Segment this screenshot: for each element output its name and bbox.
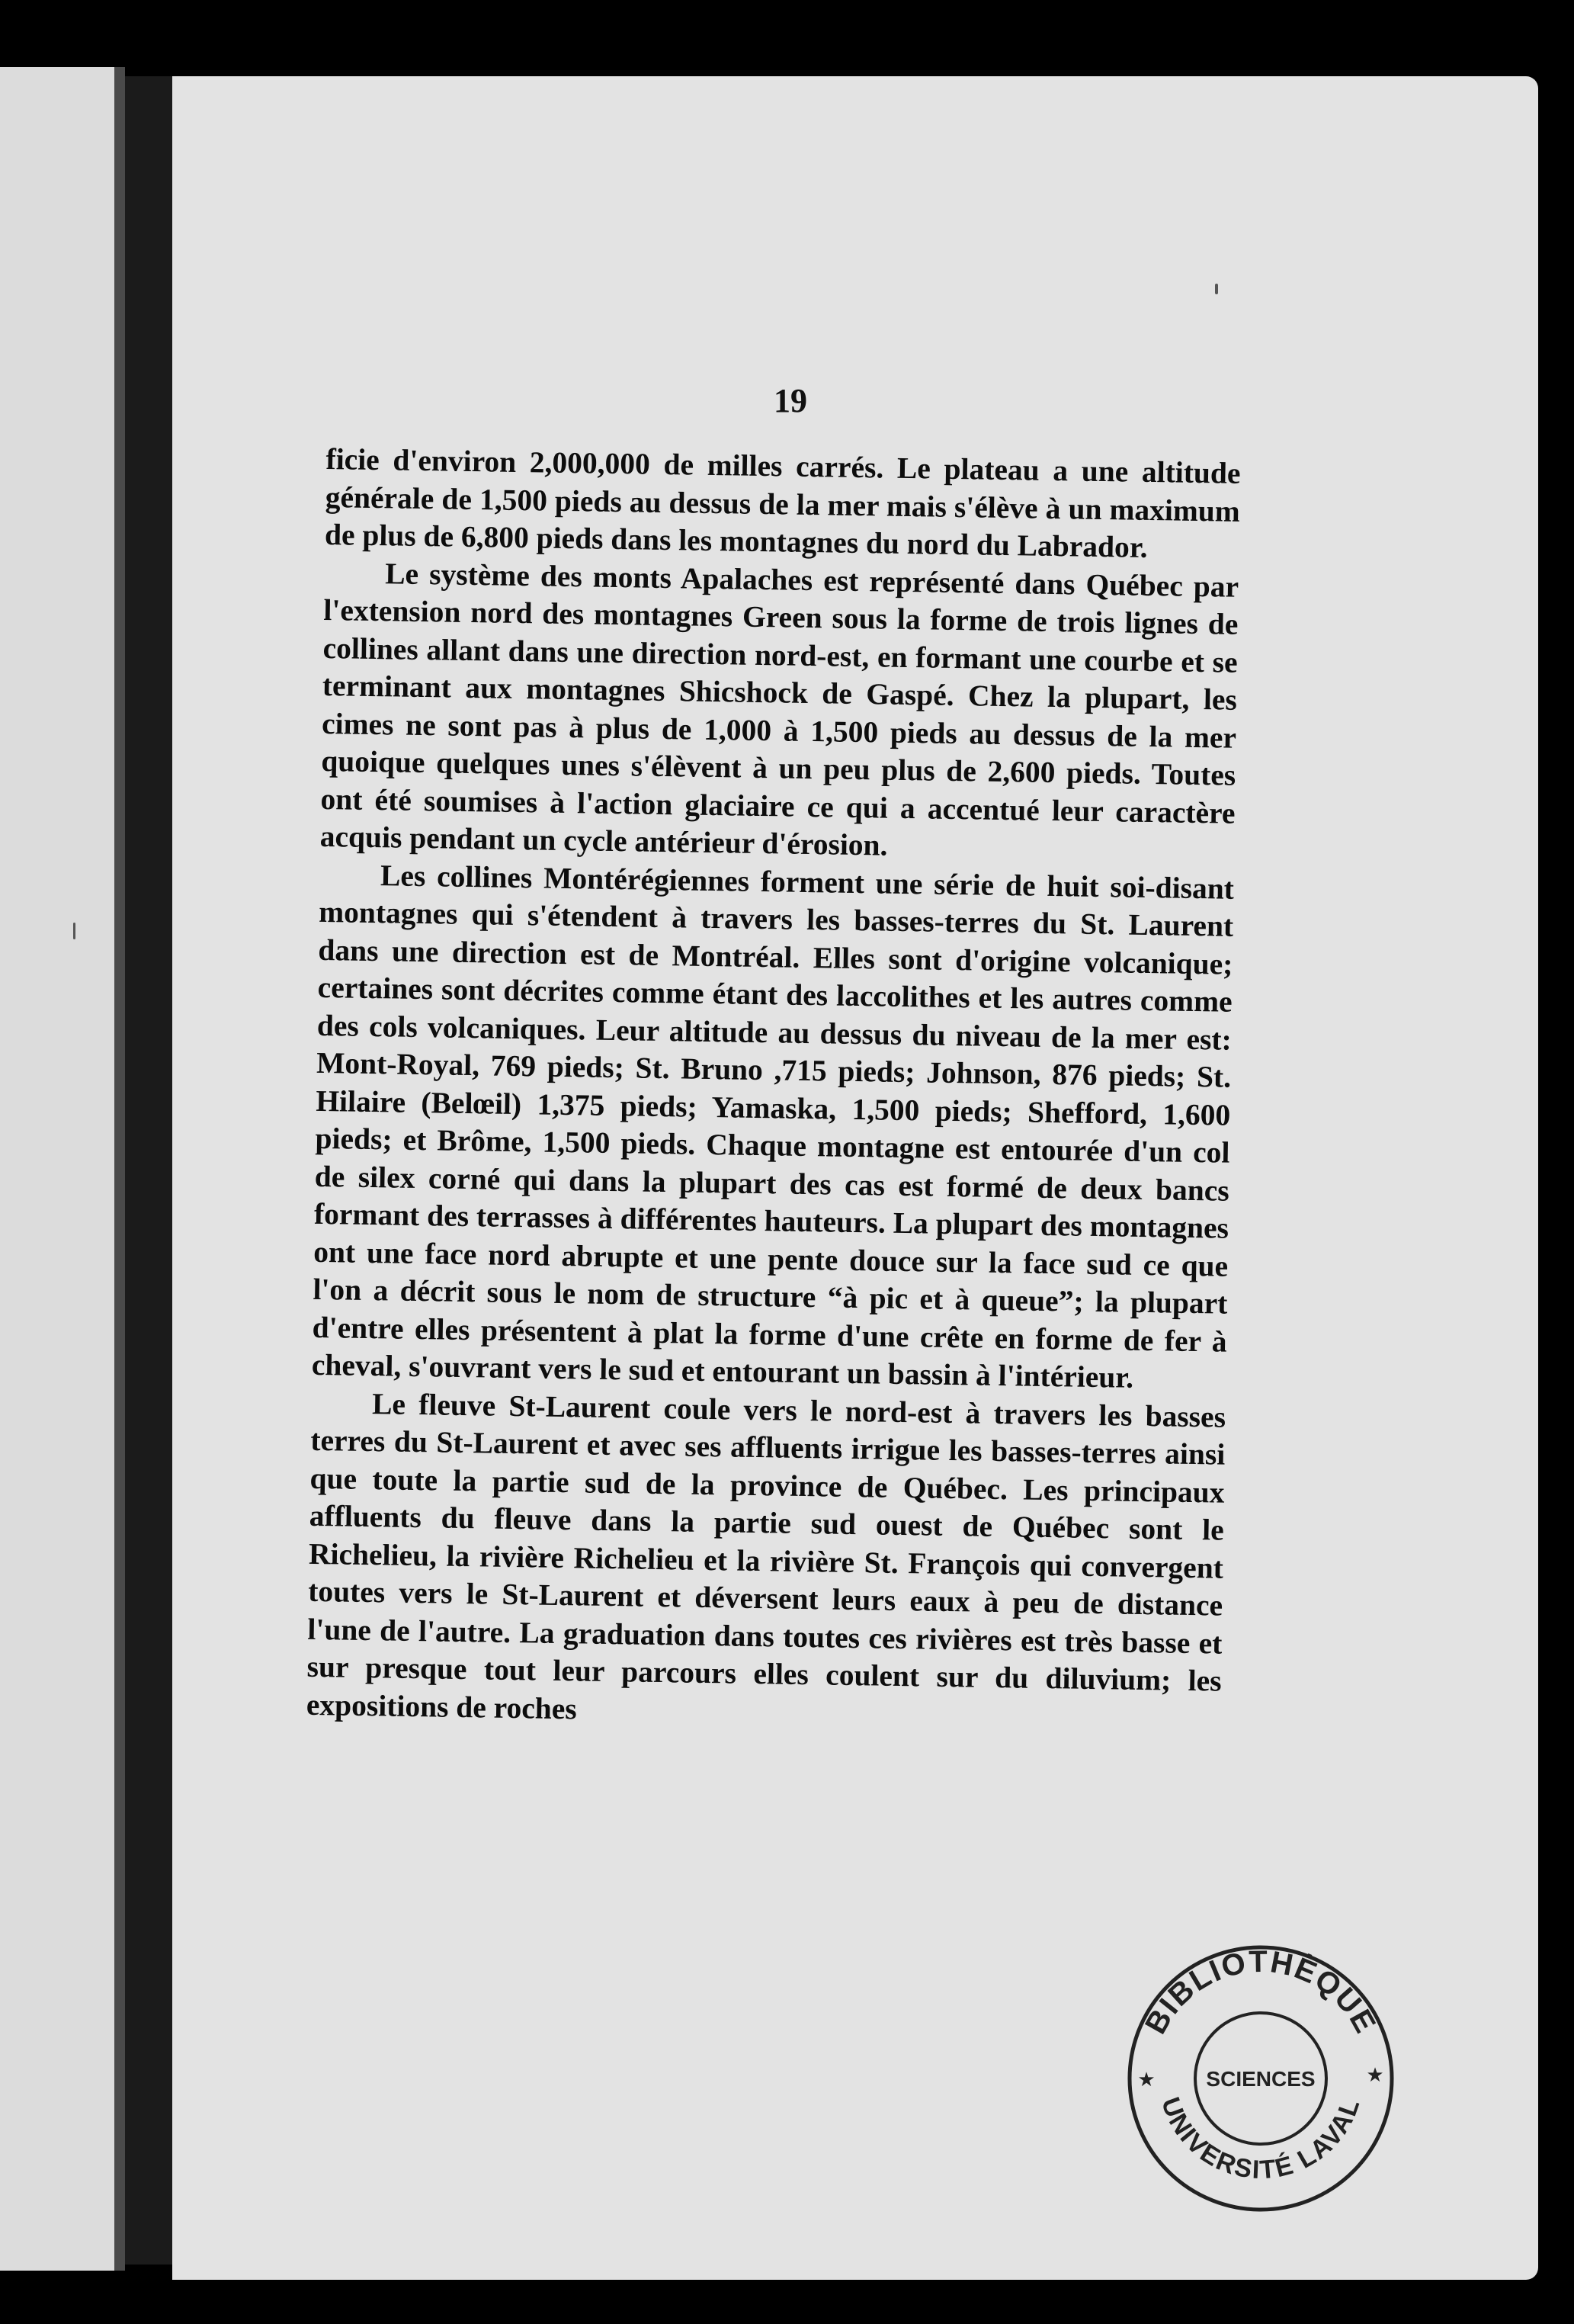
svg-text:UNIVERSITÉ LAVAL	[1156, 2094, 1366, 2184]
paragraph-2: Le système des monts Apalaches est représenté dans Québec par l'extension nord des montagnes Green sous la forme de trois lignes de collines allant dans une direction nord-est, en formant une courbe et se terminant aux montagnes Shicshock de Gaspé. Chez la plupart, les cimes ne sont pas à plus de 1,000 à 1,500 pieds au dessus de la mer quoique quelques unes s'élèvent à un peu plus de 2,600 pieds. Toutes ont été soumises à l'action glaciaire ce qui a accentué leur caractère acquis pendant un cycle antérieur d'érosion.	[319, 556, 1239, 862]
stamp-bottom-text: UNIVERSITÉ LAVAL	[1155, 2093, 1366, 2185]
star-icon: ★	[1366, 2064, 1384, 2086]
page-speck	[1215, 284, 1218, 294]
svg-text:BIBLIOTHÈQUE	[1139, 1945, 1383, 2040]
star-icon: ★	[1137, 2069, 1156, 2091]
stamp-center-text: SCIENCES	[1206, 2067, 1316, 2091]
paragraph-1: ficie d'environ 2,000,000 de milles carrés. Le plateau a une altitude générale de 1,500 pieds au dessus de la mer mais s'élève à un maximum de plus de 6,800 pieds dans les montagnes du nord du Labrador.	[324, 441, 1241, 564]
page-speck	[73, 923, 75, 939]
book-gutter	[125, 76, 172, 2265]
stamp-top-text: BIBLIOTHÈQUE	[1139, 1944, 1383, 2040]
page-number: 19	[774, 382, 807, 419]
library-stamp	[1124, 1941, 1398, 2216]
paragraph-4: Le fleuve St-Laurent coule vers le nord-est à travers les basses terres du St-Laurent et avec ses affluents irrigue les basses-terres ainsi que toute la partie sud de la province de Québec. Les principaux affluents du fleuve dans la partie sud ouest de Québec sont le Richelieu, la rivière Richelieu et la rivière St. François qui convergent toutes vers le St-Laurent et déversent leurs eaux à peu de distance l'une de l'autre. La graduation dans toutes ces rivières est très basse et sur presque tout leur parcours elles coulent sur du diluvium; les expositions de roches	[306, 1386, 1226, 1725]
facing-page-edge	[0, 67, 114, 2271]
body-text	[306, 441, 1241, 1738]
paragraph-3: Les collines Montérégiennes forment une série de huit soi-disant montagnes qui s'étendent à travers les basses-terres du St. Laurent dans une direction est de Montréal. Elles sont d'origine volcanique; certaines sont décrites comme étant des laccolithes et les autres comme des cols volcaniques. Leur altitude au dessus du niveau de la mer est: Mont-Royal, 769 pieds; St. Bruno ,715 pieds; Johnson, 876 pieds; St. Hilaire (Belœil) 1,375 pieds; Yamaska, 1,500 pieds; Shefford, 1,600 pieds; et Brôme, 1,500 pieds. Chaque montagne est entourée d'un col de silex corné qui dans la plupart des cas est formé de deux bancs formant des terrasses à différentes hauteurs. La plupart des montagnes ont une face nord abrupte et une pente douce sur la face sud ce que l'on a décrit sous le nom de structure “à pic et à queue”; la plupart d'entre elles présentent à plat la forme d'une crête en forme de fer à cheval, s'ouvrant vers le sud et entourant un bassin à l'intérieur.	[311, 858, 1235, 1395]
